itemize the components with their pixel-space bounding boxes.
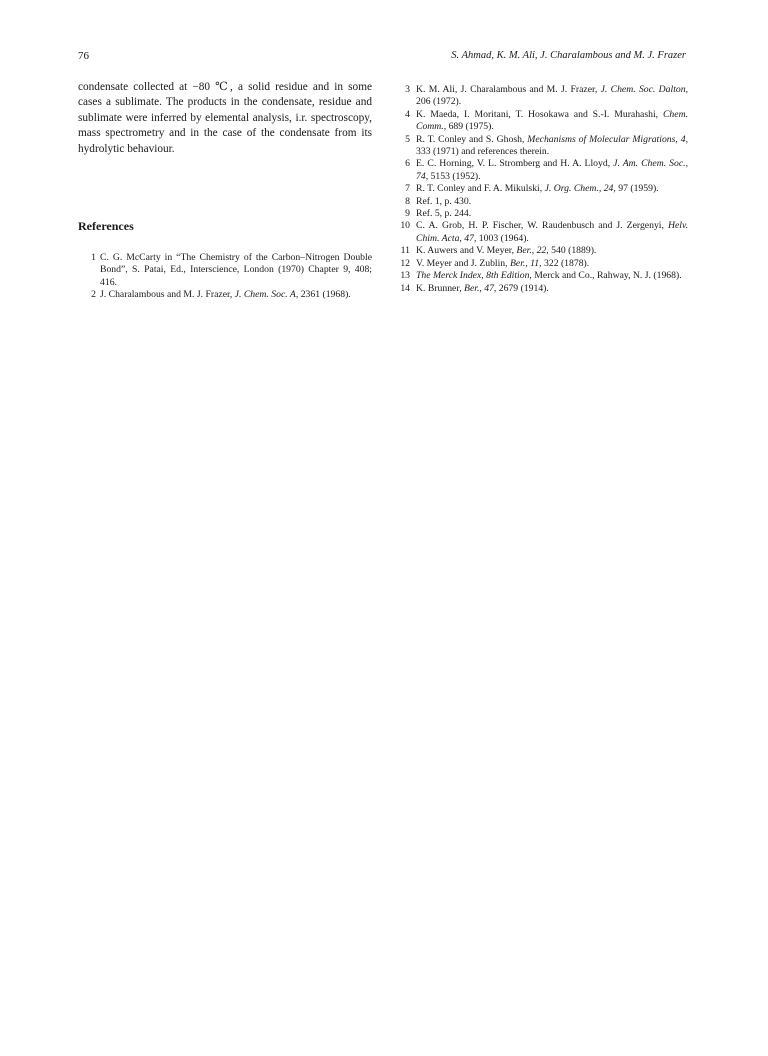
reference-authors: R. T. Conley and S. Ghosh, — [416, 133, 528, 145]
reference-details: 2361 (1968). — [298, 289, 351, 301]
reference-number: 9 — [405, 208, 410, 220]
reference-number: 11 — [400, 245, 410, 257]
reference-authors: Ref. 1, p. 430. — [416, 195, 472, 207]
reference-item — [396, 196, 688, 208]
reference-details: 1003 (1964). — [476, 232, 529, 244]
reference-list-left — [84, 252, 372, 302]
reference-item — [396, 270, 688, 282]
reference-number: 5 — [405, 133, 410, 145]
references-heading: References — [78, 219, 134, 233]
reference-details: 206 (1972). — [416, 96, 462, 108]
reference-details: 97 (1959). — [615, 183, 659, 195]
reference-item — [396, 183, 688, 195]
reference-number: 10 — [400, 220, 410, 232]
reference-journal: Ber., 47, — [464, 282, 497, 294]
reference-journal: Mechanisms of Molecular Migrations, 4, — [527, 133, 688, 145]
reference-number: 12 — [400, 257, 410, 269]
reference-details: Merck and Co., Rahway, N. J. (1968). — [531, 270, 682, 282]
reference-authors: K. Brunner, — [416, 282, 465, 294]
reference-journal: Ber., 22, — [516, 245, 549, 257]
page-number: 76 — [78, 50, 89, 62]
reference-item — [396, 245, 688, 257]
reference-item — [396, 84, 688, 109]
reference-item — [396, 109, 688, 134]
reference-journal: J. Am. Chem. Soc., 74, — [416, 158, 688, 182]
reference-details: 333 (1971) and references therein. — [416, 146, 550, 158]
reference-number: 13 — [400, 270, 410, 282]
reference-item — [396, 283, 688, 295]
reference-journal: J. Chem. Soc. A, — [234, 289, 299, 301]
reference-item — [84, 252, 372, 289]
reference-number: 4 — [405, 108, 410, 120]
reference-item — [396, 158, 688, 183]
reference-journal: J. Org. Chem., 24, — [544, 183, 616, 195]
reference-authors: K. Maeda, I. Moritani, T. Hosokawa and S.-I. Murahashi, — [416, 108, 663, 120]
reference-number: 14 — [400, 282, 410, 294]
reference-text: C. G. McCarty in “The Chemistry of the Carbon–Nitrogen Double Bond”, S. Patai, Ed., Interscience, London (1970) Chapter 9, 408; 416. — [100, 252, 372, 288]
reference-details: 540 (1889). — [548, 245, 597, 257]
reference-number: 3 — [405, 84, 410, 95]
body-paragraph: condensate collected at −80 ℃, a solid residue and in some cases a sublimate. The products in the condensate, residue and sublimate were inferred by elemental analysis, i.r. spectroscopy, mass spectrometry and in the case of the condensate from its hydrolytic behaviour. — [78, 81, 372, 155]
reference-number: 8 — [405, 195, 410, 207]
reference-authors: C. A. Grob, H. P. Fischer, W. Raudenbusch and J. Zergenyi, — [416, 220, 668, 232]
reference-item — [396, 258, 688, 270]
reference-item — [396, 208, 688, 220]
reference-authors: E. C. Horning, V. L. Stromberg and H. A. Lloyd, — [416, 158, 614, 170]
reference-authors: V. Meyer and J. Zublin, — [416, 257, 510, 269]
reference-list-right — [396, 84, 688, 295]
reference-number: 6 — [405, 158, 410, 170]
reference-details: 322 (1878). — [541, 257, 590, 269]
reference-details: 5153 (1952). — [428, 170, 481, 182]
left-column — [78, 80, 372, 157]
reference-authors: K. M. Ali, J. Charalambous and M. J. Frazer, — [416, 84, 601, 95]
reference-number: 7 — [405, 183, 410, 195]
reference-journal: The Merck Index, 8th Edition, — [416, 270, 532, 282]
reference-item — [396, 220, 688, 245]
reference-details: 2679 (1914). — [496, 282, 549, 294]
reference-journal: Ber., 11, — [510, 257, 542, 269]
reference-details: 689 (1975). — [446, 121, 494, 133]
reference-authors: R. T. Conley and F. A. Mikulski, — [416, 183, 545, 195]
reference-journal: J. Chem. Soc. Dalton, — [600, 84, 688, 95]
reference-item — [396, 134, 688, 159]
reference-item — [84, 289, 372, 301]
reference-journal: Helv. Chim. Acta, 47, — [416, 220, 688, 244]
reference-number: 2 — [91, 289, 96, 301]
running-head: S. Ahmad, K. M. Ali, J. Charalambous and M. J. Frazer — [451, 50, 686, 61]
reference-authors: J. Charalambous and M. J. Frazer, — [100, 289, 235, 301]
reference-authors: K. Auwers and V. Meyer, — [416, 245, 517, 257]
reference-journal: Chem. Comm., — [416, 108, 688, 133]
reference-number: 1 — [91, 252, 96, 263]
reference-authors: Ref. 5, p. 244. — [416, 208, 472, 220]
